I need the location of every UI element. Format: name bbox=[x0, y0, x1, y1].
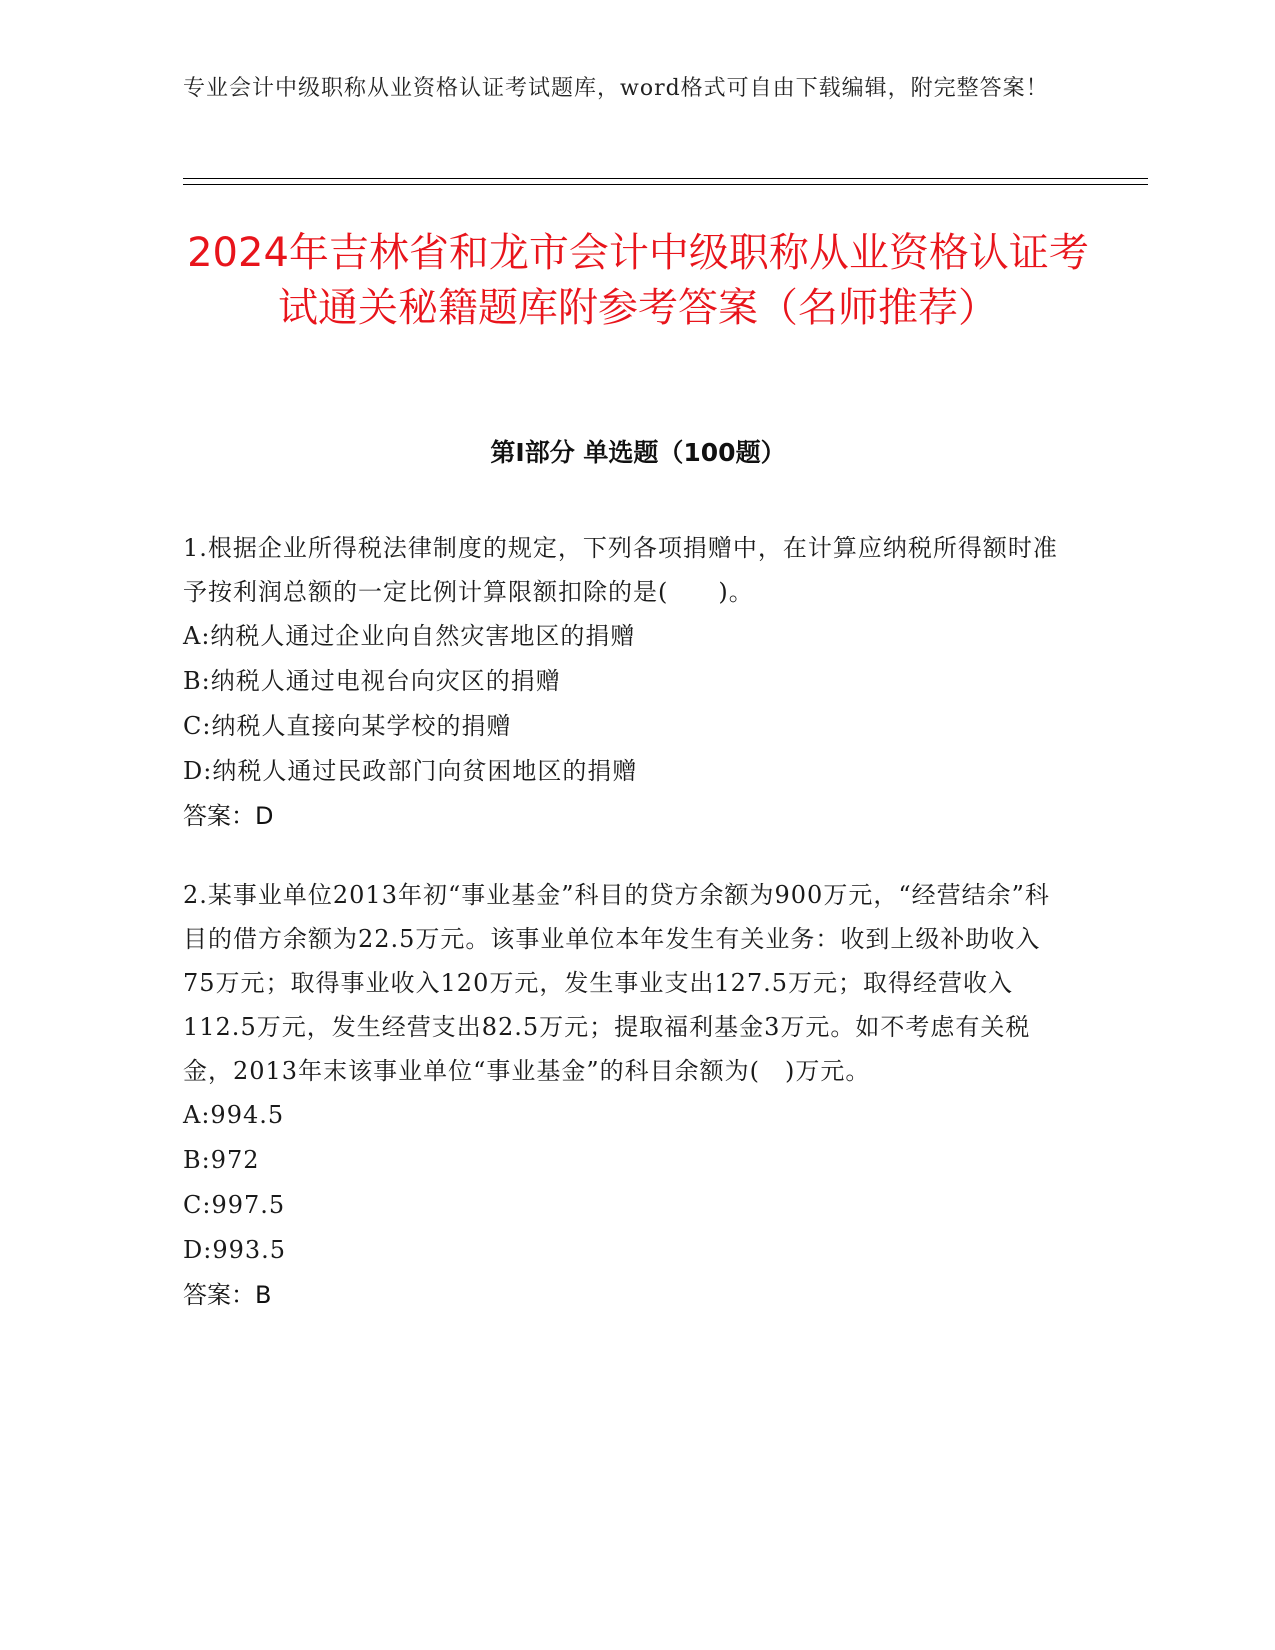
option-b: B:纳税人通过电视台向灾区的捐赠 bbox=[183, 667, 561, 695]
option-a: A:994.5 bbox=[183, 1101, 285, 1129]
option-d: D:993.5 bbox=[183, 1236, 287, 1264]
option-b: B:972 bbox=[183, 1146, 260, 1174]
header-divider-top bbox=[183, 178, 1148, 179]
option-d: D:纳税人通过民政部门向贫困地区的捐赠 bbox=[183, 757, 638, 785]
question-text: 1.根据企业所得税法律制度的规定，下列各项捐赠中，在计算应纳税所得额时准予按利润总额的一定比例计算限额扣除的是( )。 bbox=[183, 534, 1058, 606]
header-note: 专业会计中级职称从业资格认证考试题库，word格式可自由下载编辑，附完整答案！ bbox=[183, 76, 1049, 101]
option-a: A:纳税人通过企业向自然灾害地区的捐赠 bbox=[183, 622, 636, 650]
document-title: 2024年吉林省和龙市会计中级职称从业资格认证考试通关秘籍题库附参考答案（名师推荐） bbox=[187, 230, 1089, 331]
question-1 bbox=[183, 526, 1063, 839]
header-divider-bottom bbox=[183, 184, 1148, 185]
answer: 答案：D bbox=[183, 802, 274, 830]
option-c: C:纳税人直接向某学校的捐赠 bbox=[183, 712, 512, 740]
option-c: C:997.5 bbox=[183, 1191, 286, 1219]
section-title: 第Ⅰ部分 单选题（100题） bbox=[490, 438, 786, 467]
question-2 bbox=[183, 873, 1063, 1318]
question-text: 2.某事业单位2013年初“事业基金”科目的贷方余额为900万元，“经营结余”科目的借方余额为22.5万元。该事业单位本年发生有关业务：收到上级补助收入75万元；取得事业收入120万元，发生事业支出127.5万元；取得经营收入112.5万元，发生经营支出82.5万元；提取福利基金3万元。如不考虑有关税金，2013年末该事业单位“事业基金”的科目余额为( )万元。 bbox=[183, 881, 1050, 1085]
answer: 答案：B bbox=[183, 1281, 272, 1309]
